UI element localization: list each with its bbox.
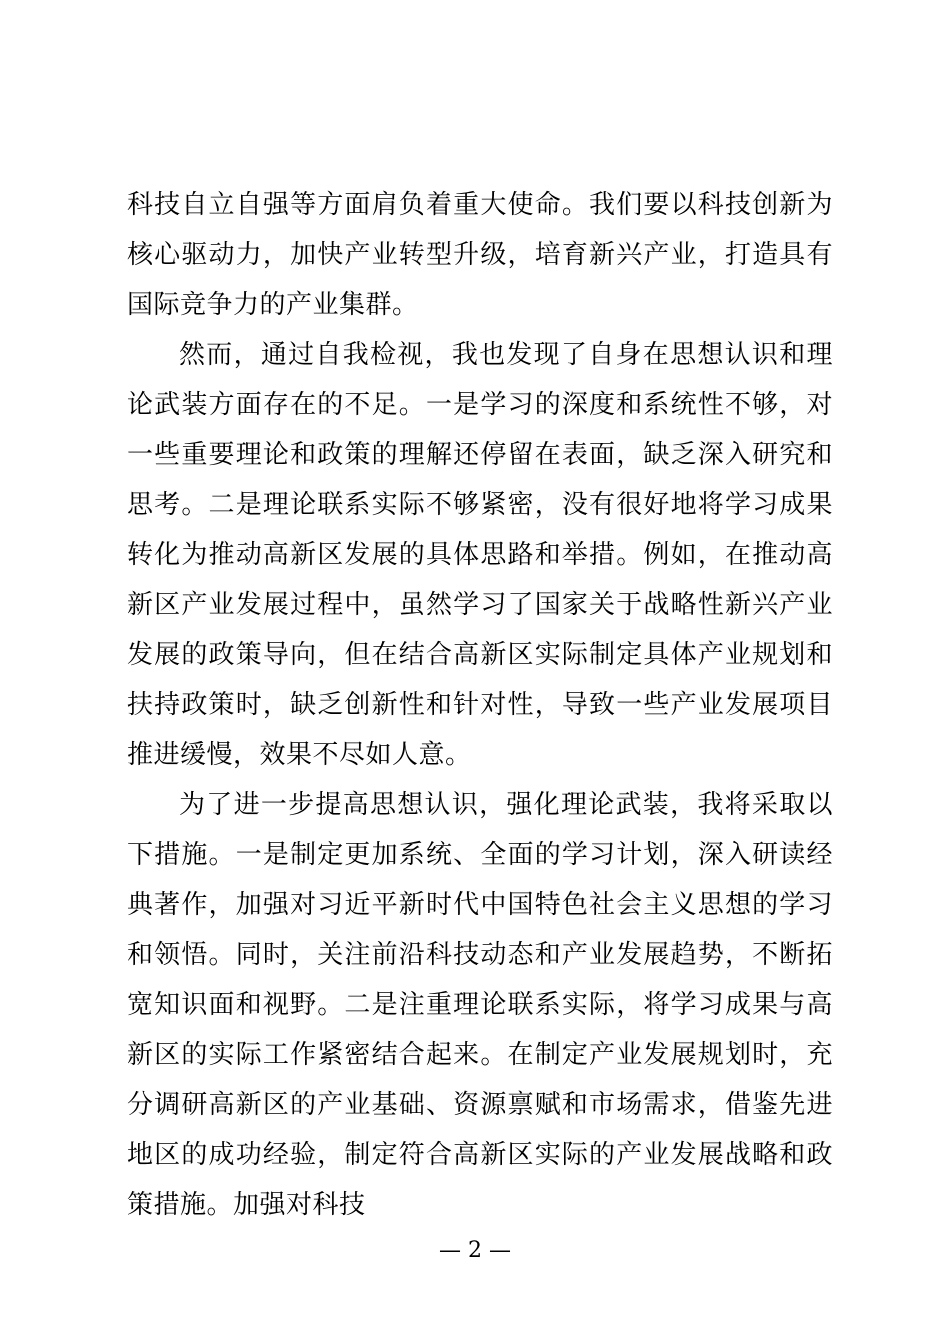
paragraph-3: 为了进一步提高思想认识，强化理论武装，我将采取以下措施。一是制定更加系统、全面的学习计划，深入研读经典著作，加强对习近平新时代中国特色社会主义思想的学习和领悟。同时，关注前沿科技动态和产业发展趋势，不断拓宽知识面和视野。二是注重理论联系实际，将学习成果与高新区的实际工作紧密结合起来。在制定产业发展规划时，充分调研高新区的产业基础、资源禀赋和市场需求，借鉴先进地区的成功经验，制定符合高新区实际的产业发展战略和政策措施。加强对科技 [127,790,833,1220]
paragraph-2: 然而，通过自我检视，我也发现了自身在思想认识和理论武装方面存在的不足。一是学习的深度和系统性不够，对一些重要理论和政策的理解还停留在表面，缺乏深入研究和思考。二是理论联系实际不够紧密，没有很好地将学习成果转化为推动高新区发展的具体思路和举措。例如，在推动高新区产业发展过程中，虽然学习了国家关于战略性新兴产业发展的政策导向，但在结合高新区实际制定具体产业规划和扶持政策时，缺乏创新性和针对性，导致一些产业发展项目推进缓慢，效果不尽如人意。 [127,340,833,770]
document-body [127,180,833,1230]
page-number: — 2 — [439,1238,511,1263]
paragraph-1: 科技自立自强等方面肩负着重大使命。我们要以科技创新为核心驱动力，加快产业转型升级，培育新兴产业，打造具有国际竞争力的产业集群。 [127,190,833,320]
